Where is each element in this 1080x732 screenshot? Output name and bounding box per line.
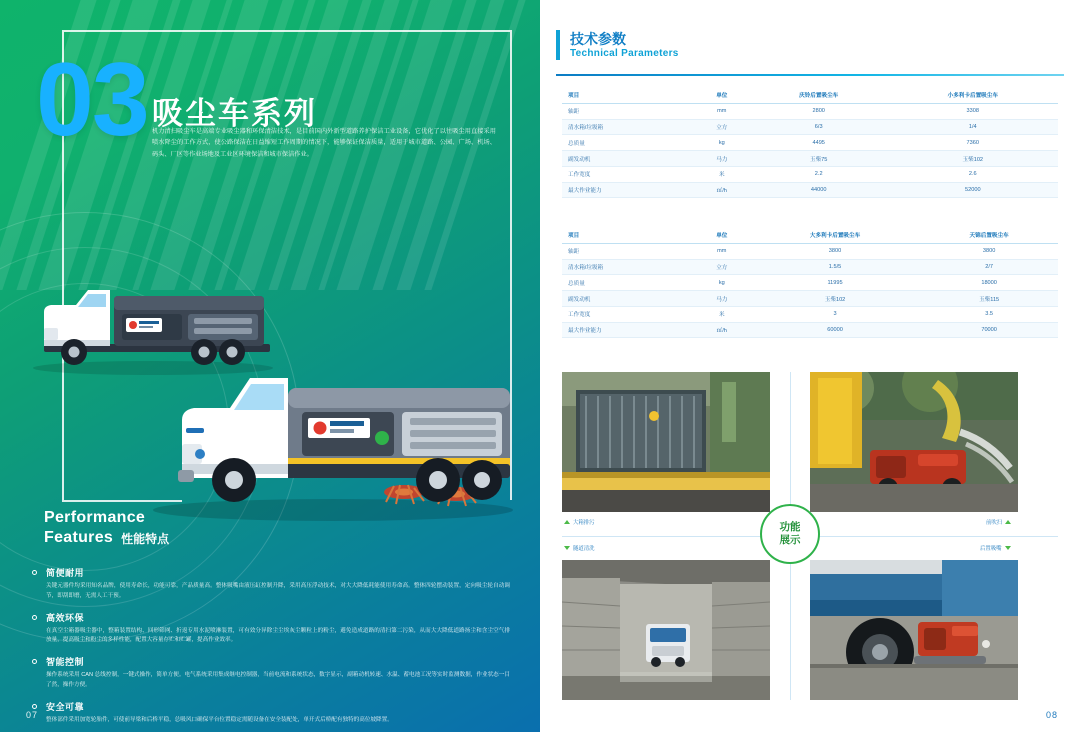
table-cell: ㎡/h [694, 182, 750, 198]
function-display-badge [760, 504, 820, 564]
parameters-table-2 [562, 228, 1058, 338]
page-right [540, 0, 1080, 732]
photo-tunnel-washing [562, 560, 770, 700]
table-cell: 玉柴75 [750, 151, 888, 167]
feature-body: 整体部件采用加宽轮胎件，可使前导梁和后桥平稳，总吸风口确保平台位置稳定需随设备在安全装配处，单开式后桥配有独特的高位坡降置。 [46, 716, 393, 723]
photo-rear-nozzle [810, 560, 1018, 700]
feature-title: 简便耐用 [46, 568, 85, 578]
table-cell: kg [694, 275, 750, 291]
feature-body: 关键元器件均采用知名品牌，使用寿命长，功能可靠，产品质量高。整体吸嘴由液压缸控制升降，采用高压浮动技术，对大大降低耗能使用寿命高。整体四轮摆动装置，定向吸尘轮自动调节，即刮即磨，无需人工干预。 [46, 583, 510, 599]
photo-caption-3 [564, 544, 595, 552]
table-cell: 7360 [888, 135, 1058, 151]
table-header-cell: 项目 [562, 88, 694, 103]
page-number-right: 08 [1045, 710, 1058, 720]
table-header-cell: 大多利卡后置吸尘车 [750, 228, 920, 243]
bullet-icon [32, 704, 37, 709]
table-cell: 副发动机 [562, 291, 694, 307]
performance-heading-cn: 性能特点 [121, 532, 170, 547]
table-cell: ㎡/h [694, 322, 750, 338]
table-cell: 3800 [920, 243, 1058, 259]
photo-front-blower [810, 372, 1018, 512]
table-cell: 清水箱/垃圾箱 [562, 259, 694, 275]
triangle-up-icon [564, 520, 570, 524]
caption-text: 前吹扫 [986, 520, 1003, 526]
gallery-divider-vertical-bottom [790, 560, 791, 700]
table-cell: mm [694, 103, 750, 119]
table-row [562, 306, 1058, 322]
gallery-divider-vertical-top [790, 372, 791, 512]
accent-bar [556, 30, 560, 60]
performance-heading-en-line1: Performance [44, 509, 146, 526]
caption-text: 隧道清洗 [573, 546, 595, 552]
table-row [562, 275, 1058, 291]
table-row [562, 103, 1058, 119]
table-cell: 52000 [888, 182, 1058, 198]
table-cell: kg [694, 135, 750, 151]
table-header-cell: 庆铃后置吸尘车 [750, 88, 888, 103]
table-cell: 总质量 [562, 275, 694, 291]
caption-text: 后置吸嘴 [980, 546, 1002, 552]
table-header-cell: 单位 [694, 228, 750, 243]
section-number: 03 [36, 42, 148, 158]
page-number-left: 07 [26, 710, 39, 720]
table-cell: 马力 [694, 291, 750, 307]
table-row [562, 151, 1058, 167]
table-cell: 3.5 [920, 306, 1058, 322]
feature-body: 操作系统采用 CAN 总线控制，一键式操作，简单方便。电气系统采用集成继电控制器，当前电流和系统状态，数字显示，副箱动机转速、水温、蓄电池工况等实时监测数据，作业状态一目了然，操作方便。 [46, 672, 510, 688]
table-cell: 2800 [750, 103, 888, 119]
table-header-row [562, 88, 1058, 103]
table-cell: 4495 [750, 135, 888, 151]
table-cell: 最大作业能力 [562, 182, 694, 198]
table-cell: 马力 [694, 151, 750, 167]
feature-title: 高效环保 [46, 612, 85, 623]
bullet-icon [32, 615, 37, 620]
performance-heading [44, 508, 169, 547]
feature-item [30, 700, 510, 726]
table-cell: 总质量 [562, 135, 694, 151]
triangle-down-icon [564, 546, 570, 550]
table-row [562, 166, 1058, 182]
table-cell: 工作宽度 [562, 166, 694, 182]
table-header-cell: 项目 [562, 228, 694, 243]
feature-item [30, 655, 510, 691]
table-row [562, 182, 1058, 198]
table-cell: 玉柴102 [888, 151, 1058, 167]
table-cell: 轴距 [562, 103, 694, 119]
triangle-up-icon [1005, 520, 1011, 524]
feature-body: 在真空尘箱器吸尘器中，整箱装置结构、回形筛网、折返专用水泥喷淋装置，可有效分异除尘尘埃灰尘颗粒上的粉尘，避免造成道路的清扫第二污染，从而大大降低道路扬尘和含尘空气排放量，提高吸尘和粉尘的多样性能，配置大容量存贮和贮罐，提高作业效率。 [46, 627, 510, 644]
table-cell: 18000 [920, 275, 1058, 291]
table-header-cell: 单位 [694, 88, 750, 103]
table-cell: 轴距 [562, 243, 694, 259]
feature-title: 智能控制 [46, 657, 85, 668]
table-cell: 3 [750, 306, 920, 322]
table-cell: 3308 [888, 103, 1058, 119]
table-row [562, 135, 1058, 151]
table-cell: 米 [694, 306, 750, 322]
table-cell: 工作宽度 [562, 306, 694, 322]
feature-list [30, 566, 510, 732]
table-cell: 玉柴115 [920, 291, 1058, 307]
section-description: 机力清扫吸尘车是高端专业吸尘器和环保清洁技术，是目前国内外新型道路养护保洁工业设备，它优化了以往吸尘用直接采用喷水降尘的工作方式，使公路保洁在日益缩短工作周期的情况下，能够保证保洁质量，适用于城市道路、公园、广场、机场、码头、厂区等作业场地及工业区环境保洁和城市保洁作业。 [152, 128, 496, 158]
table-row [562, 243, 1058, 259]
table-cell: 6/3 [750, 119, 888, 135]
table-row [562, 119, 1058, 135]
table-cell: 玉柴102 [750, 291, 920, 307]
photo-caption-4 [980, 544, 1011, 552]
table-cell: 立方 [694, 119, 750, 135]
table-cell: 1.5/5 [750, 259, 920, 275]
table-cell: 70000 [920, 322, 1058, 338]
feature-item [30, 566, 510, 602]
table-row [562, 291, 1058, 307]
table-cell: 副发动机 [562, 151, 694, 167]
badge-line2: 展示 [779, 534, 801, 546]
photo-caption-2 [986, 518, 1011, 526]
parameters-title-cn: 技术参数 [570, 31, 626, 48]
parameters-table-1 [562, 88, 1058, 198]
table-cell: 60000 [750, 322, 920, 338]
table-header-cell: 天锦后置吸尘车 [920, 228, 1058, 243]
table-cell: 2.6 [888, 166, 1058, 182]
table-cell: 1/4 [888, 119, 1058, 135]
table-cell: 米 [694, 166, 750, 182]
table-cell: 立方 [694, 259, 750, 275]
photo-gallery [562, 372, 1058, 702]
table-cell: 清水箱/垃圾箱 [562, 119, 694, 135]
table-cell: 11995 [750, 275, 920, 291]
table-header-cell: 小多利卡后置吸尘车 [888, 88, 1058, 103]
table-cell: 2/7 [920, 259, 1058, 275]
table-row [562, 259, 1058, 275]
table-row [562, 322, 1058, 338]
feature-title: 安全可靠 [46, 701, 85, 712]
photo-large-box-drain [562, 372, 770, 512]
table-cell: mm [694, 243, 750, 259]
parameters-header [556, 30, 679, 60]
section-title: 吸尘车系列 [152, 96, 317, 131]
table-cell: 2.2 [750, 166, 888, 182]
table-cell: 3800 [750, 243, 920, 259]
caption-text: 大箱排污 [573, 520, 595, 526]
table-cell: 最大作业能力 [562, 322, 694, 338]
table-cell: 44000 [750, 182, 888, 198]
header-rule [556, 74, 1064, 76]
badge-line1: 功能 [779, 520, 801, 533]
photo-caption-1 [564, 518, 595, 526]
bullet-icon [32, 659, 37, 664]
feature-item [30, 611, 510, 647]
performance-heading-en-line2: Features [44, 528, 114, 546]
parameters-title-en: Technical Parameters [570, 47, 679, 59]
triangle-down-icon [1005, 546, 1011, 550]
table-header-row [562, 228, 1058, 243]
vacuum-truck-main-image [138, 352, 528, 527]
bullet-icon [32, 570, 37, 575]
